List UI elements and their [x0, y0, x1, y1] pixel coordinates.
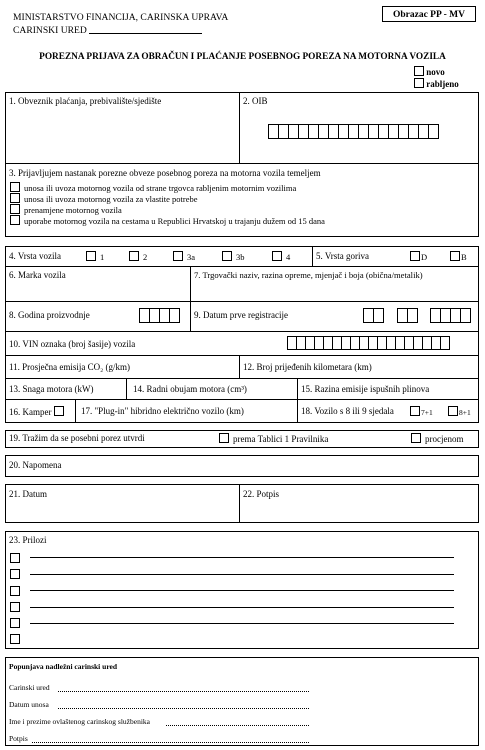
f18-option-7plus1[interactable]: 7+1 — [410, 406, 433, 418]
field-4-label: 4. Vrsta vozila — [9, 251, 62, 261]
field-3-label: 3. Prijavljujem nastanak porezne obveze posebnog poreza na motorna vozila temeljem — [9, 168, 321, 178]
checkbox[interactable] — [219, 433, 229, 443]
ministry-name: MINISTARSTVO FINANCIJA, CARINSKA UPRAVA — [13, 12, 229, 23]
form-title: POREZNA PRIJAVA ZA OBRAČUN I PLAĆANJE POSEBNOG POREZA NA MOTORNA VOZILA — [39, 52, 446, 62]
f4-option-2[interactable]: 2 — [129, 251, 147, 263]
vin-input[interactable] — [287, 336, 449, 350]
f5-option-d[interactable]: D — [410, 251, 427, 263]
field-8-label: 8. Godina proizvodnje — [9, 310, 90, 320]
status-novo[interactable]: novo — [414, 66, 459, 78]
section-20-notes[interactable] — [5, 455, 479, 477]
checkbox[interactable] — [10, 553, 20, 563]
divider — [239, 484, 240, 523]
checkbox[interactable] — [10, 204, 20, 214]
divider — [75, 399, 76, 423]
customs-signature-line[interactable] — [32, 742, 309, 743]
customs-row-date: Datum unosa — [9, 700, 49, 709]
checkbox[interactable] — [222, 251, 232, 261]
field-18-label: 18. Vozilo s 8 ili 9 sjedala — [301, 406, 394, 416]
customs-date-line[interactable] — [58, 708, 309, 709]
f3-option-3[interactable]: prenamjene motornog vozila — [10, 204, 122, 216]
field-12-label: 12. Broj prijeđenih kilometara (km) — [243, 362, 372, 372]
divider — [239, 355, 240, 378]
attachment-line[interactable] — [30, 574, 454, 575]
field-10-label: 10. VIN oznaka (broj šasije) vozila — [9, 339, 136, 349]
f3-option-1[interactable]: unosa ili uvoza motornog vozila od strane trgovca rabljenim motornim vozilima — [10, 182, 296, 194]
divider — [5, 331, 479, 332]
f4-option-3a[interactable]: 3a — [173, 251, 195, 263]
attachment-row[interactable] — [10, 630, 20, 648]
oib-input[interactable] — [268, 124, 438, 139]
field-16-label: 16. Kamper — [9, 406, 64, 418]
field-7-label: 7. Trgovački naziv, razina opreme, mjenjač i boja (obična/metalik) — [194, 270, 423, 280]
registration-year-input[interactable] — [430, 308, 470, 323]
attachment-line[interactable] — [30, 607, 454, 608]
f19-option-table[interactable]: prema Tablici 1 Pravilnika — [219, 433, 328, 445]
checkbox[interactable] — [173, 251, 183, 261]
checkbox[interactable] — [411, 433, 421, 443]
f3-option-2[interactable]: unosa ili uvoza motornog vozila za vlastite potrebe — [10, 193, 198, 205]
divider — [297, 399, 298, 423]
registration-day-input[interactable] — [363, 308, 383, 323]
checkbox[interactable] — [10, 182, 20, 192]
field-15-label: 15. Razina emisije ispušnih plinova — [301, 384, 430, 394]
field-14-label: 14. Radni obujam motora (cm³) — [133, 384, 247, 394]
ministry-header — [13, 11, 228, 37]
customs-row-office: Carinski ured — [9, 683, 50, 692]
divider — [5, 301, 479, 302]
divider — [5, 399, 479, 400]
checkbox[interactable] — [10, 215, 20, 225]
checkbox[interactable] — [410, 406, 420, 416]
divider — [239, 92, 240, 163]
field-22-label: 22. Potpis — [243, 489, 280, 499]
customs-row-signature: Potpis — [9, 734, 28, 743]
divider — [5, 355, 479, 356]
production-year-input[interactable] — [139, 308, 179, 323]
field-6-label: 6. Marka vozila — [9, 270, 66, 280]
checkbox[interactable] — [10, 602, 20, 612]
divider — [312, 246, 313, 266]
field-1-label: 1. Obveznik plaćanja, prebivalište/sjedište — [9, 96, 162, 106]
divider — [190, 266, 191, 301]
divider — [5, 163, 479, 164]
divider — [297, 378, 298, 399]
checkbox-rabljeno[interactable] — [414, 78, 424, 88]
checkbox[interactable] — [10, 569, 20, 579]
f4-option-1[interactable]: 1 — [86, 251, 104, 263]
section-21-22 — [5, 484, 479, 523]
status-rabljeno[interactable]: rabljeno — [414, 78, 459, 90]
field-19-label: 19. Tražim da se posebni porez utvrdi — [9, 433, 145, 443]
customs-office-input[interactable] — [89, 24, 202, 34]
customs-heading: Popunjava nadležni carinski ured — [9, 662, 118, 671]
field-13-label: 13. Snaga motora (kW) — [9, 384, 94, 394]
divider — [126, 378, 127, 399]
attachment-line[interactable] — [30, 623, 454, 624]
divider — [190, 301, 191, 331]
customs-row-officer: Ime i prezime ovlaštenog carinskog službenika — [9, 717, 150, 726]
field-9-label: 9. Datum prve registracije — [194, 310, 288, 320]
attachment-line[interactable] — [30, 590, 454, 591]
field-23-label: 23. Prilozi — [9, 535, 47, 545]
checkbox[interactable] — [448, 406, 458, 416]
checkbox[interactable] — [10, 586, 20, 596]
checkbox[interactable] — [129, 251, 139, 261]
divider — [5, 266, 479, 267]
checkbox[interactable] — [10, 634, 20, 644]
f19-option-estimate[interactable]: procjenom — [411, 433, 464, 445]
field-20-label: 20. Napomena — [9, 460, 62, 470]
field-21-label: 21. Datum — [9, 489, 47, 499]
field-11-label: 11. Prosječna emisija CO₂ (g/km) — [9, 362, 131, 372]
checkbox[interactable] — [272, 251, 282, 261]
checkbox[interactable] — [10, 193, 20, 203]
form-code-badge: Obrazac PP - MV — [382, 6, 476, 22]
checkbox[interactable] — [86, 251, 96, 261]
checkbox-novo[interactable] — [414, 66, 424, 76]
field-2-label: 2. OIB — [243, 96, 268, 106]
f5-option-b[interactable]: B — [450, 251, 467, 263]
attachment-row[interactable] — [10, 565, 20, 583]
registration-month-input[interactable] — [397, 308, 417, 323]
attachment-line[interactable] — [30, 557, 454, 558]
customs-officer-line[interactable] — [166, 725, 309, 726]
checkbox[interactable] — [10, 618, 20, 628]
customs-office-line[interactable] — [58, 691, 309, 692]
checkbox[interactable] — [410, 251, 420, 261]
divider — [5, 378, 479, 379]
checkbox-kamper[interactable] — [54, 406, 64, 416]
field-5-label: 5. Vrsta goriva — [316, 251, 370, 261]
f18-option-8plus1[interactable]: 8+1 — [448, 406, 471, 418]
f4-option-4[interactable]: 4 — [272, 251, 290, 263]
f3-option-4[interactable]: uporabe motornog vozila na cestama u Republici Hrvatskoj u trajanju dužem od 15 dana — [10, 215, 325, 227]
vehicle-status-options — [414, 66, 459, 90]
checkbox[interactable] — [450, 251, 460, 261]
field-17-label: 17. "Plug-in" hibridno električno vozilo (km) — [81, 406, 244, 416]
f4-option-3b[interactable]: 3b — [222, 251, 245, 263]
customs-office-line: CARINSKI URED — [13, 24, 228, 37]
